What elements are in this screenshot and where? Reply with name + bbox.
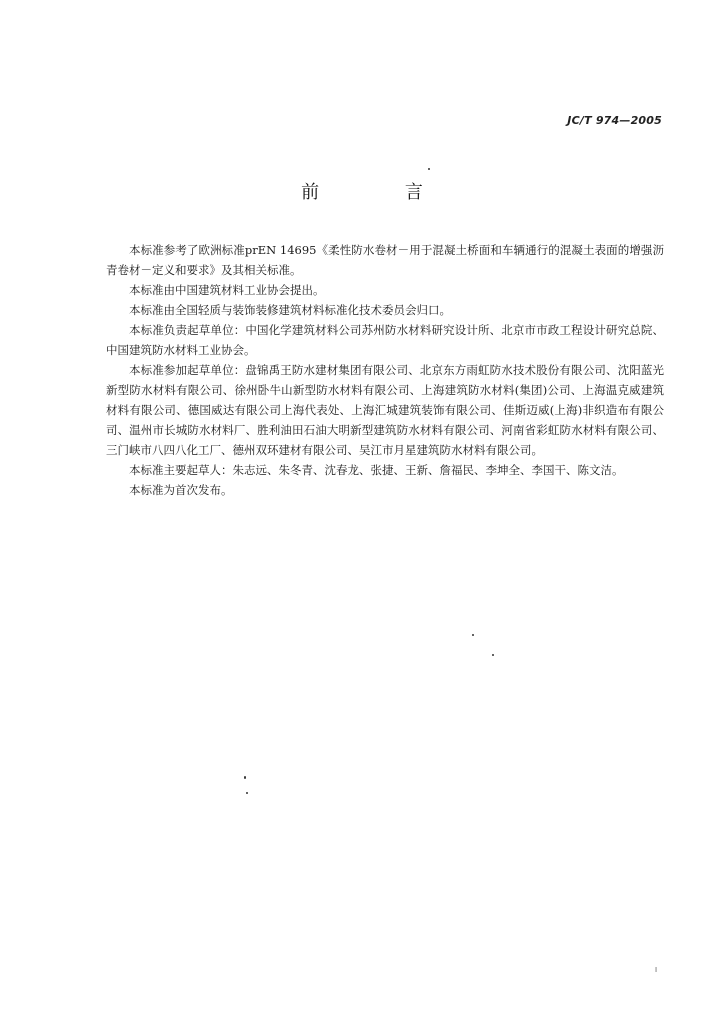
scan-speck [244,776,246,779]
paragraph-main-drafters: 本标准主要起草人：朱志远、朱冬青、沈春龙、张捷、王新、詹福民、李坤全、李国干、陈文洁。 [129,463,624,477]
scan-speck [428,168,430,170]
paragraph-first-issue: 本标准为首次发布。 [129,483,233,497]
paragraph-reference: 本标准参考了欧洲标准prEN 14695《柔性防水卷材－用于混凝土桥面和车辆通行的混凝土表面的增强沥青卷材－定义和要求》及其相关标准。 [106,243,664,277]
scan-speck [472,634,474,636]
paragraph-administrator: 本标准由全国轻质与装饰装修建筑材料标准化技术委员会归口。 [129,303,451,317]
standard-number: JC/T 974—2005 [567,114,662,127]
page-title: 前 言 [301,182,463,203]
paragraph-participating-drafters: 本标准参加起草单位：盘锦禹王防水建材集团有限公司、北京东方雨虹防水技术股份有限公司、沈阳蓝光新型防水材料有限公司、徐州卧牛山新型防水材料有限公司、上海建筑防水材料(集团)公司、上海温克威建筑材料有限公司、德国威达有限公司上海代表处、上海汇城建筑装饰有限公司、佳斯迈威(上海)非织造布有限公司、温州市长城防水材料厂、胜利油田石油大明新型建筑防水材料有限公司、河南省彩虹防水材料有限公司、三门峡市八四八化工厂、德州双环建材有限公司、吴江市月星建筑防水材料有限公司。 [106,363,664,457]
paragraph-lead-drafters: 本标准负责起草单位：中国化学建筑材料公司苏州防水材料研究设计所、北京市市政工程设计研究总院、中国建筑防水材料工业协会。 [106,323,664,357]
preface-body [106,240,664,500]
scan-speck [492,654,494,656]
page-mark: I [655,966,658,974]
scan-speck [246,792,248,794]
paragraph-proposer: 本标准由中国建筑材料工业协会提出。 [129,283,325,297]
